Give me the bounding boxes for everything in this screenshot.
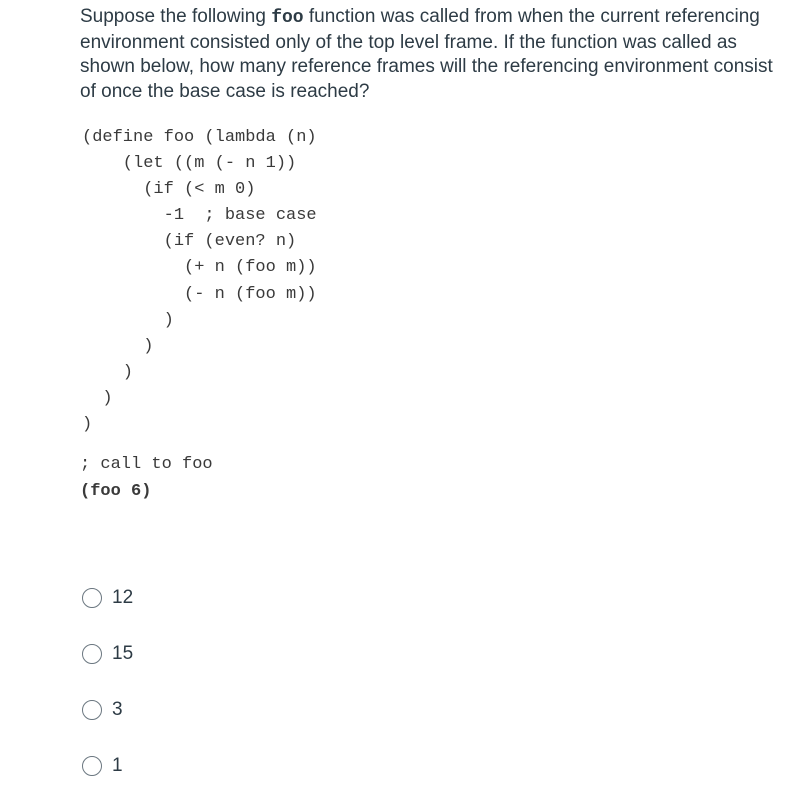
code-line: -1 ; base case — [82, 206, 317, 226]
answer-label: 1 — [112, 755, 123, 776]
radio-button[interactable] — [82, 756, 102, 776]
answer-option-12[interactable] — [82, 585, 133, 611]
answer-label: 12 — [112, 587, 134, 608]
answer-option-15[interactable] — [82, 641, 133, 667]
code-line: ) — [82, 310, 174, 330]
code-line: ) — [82, 388, 113, 408]
code-line: (- n (foo m)) — [82, 284, 317, 304]
answer-option-1[interactable] — [82, 753, 123, 779]
question-text-before: Suppose the following — [80, 6, 272, 27]
code-line: ) — [82, 362, 134, 382]
code-line: (let ((m (- n 1)) — [82, 154, 297, 174]
radio-button[interactable] — [82, 644, 102, 664]
code-line: (if (even? n) — [82, 232, 297, 252]
code-line: (define foo (lambda (n) — [82, 128, 317, 147]
code-line: ) — [82, 415, 93, 435]
code-line: (if (< m 0) — [82, 180, 256, 200]
code-line: ) — [82, 336, 154, 356]
radio-button[interactable] — [82, 588, 102, 608]
radio-button[interactable] — [82, 700, 102, 720]
answer-option-3[interactable] — [82, 697, 123, 723]
answer-label: 15 — [112, 643, 134, 664]
answer-label: 3 — [112, 699, 123, 720]
code-line: (+ n (foo m)) — [82, 258, 317, 278]
code-comment: ; call to foo — [80, 455, 213, 474]
question-text-after: function was called from when the current referencing environment consisted only of the top level frame. If the function was called as shown below, how many reference frames will the referencing environment consist of once the base case is reached? — [80, 6, 773, 102]
code-call: (foo 6) — [80, 482, 152, 501]
question-text — [80, 5, 790, 104]
code-block — [82, 125, 317, 438]
question-keyword: foo — [271, 8, 304, 28]
